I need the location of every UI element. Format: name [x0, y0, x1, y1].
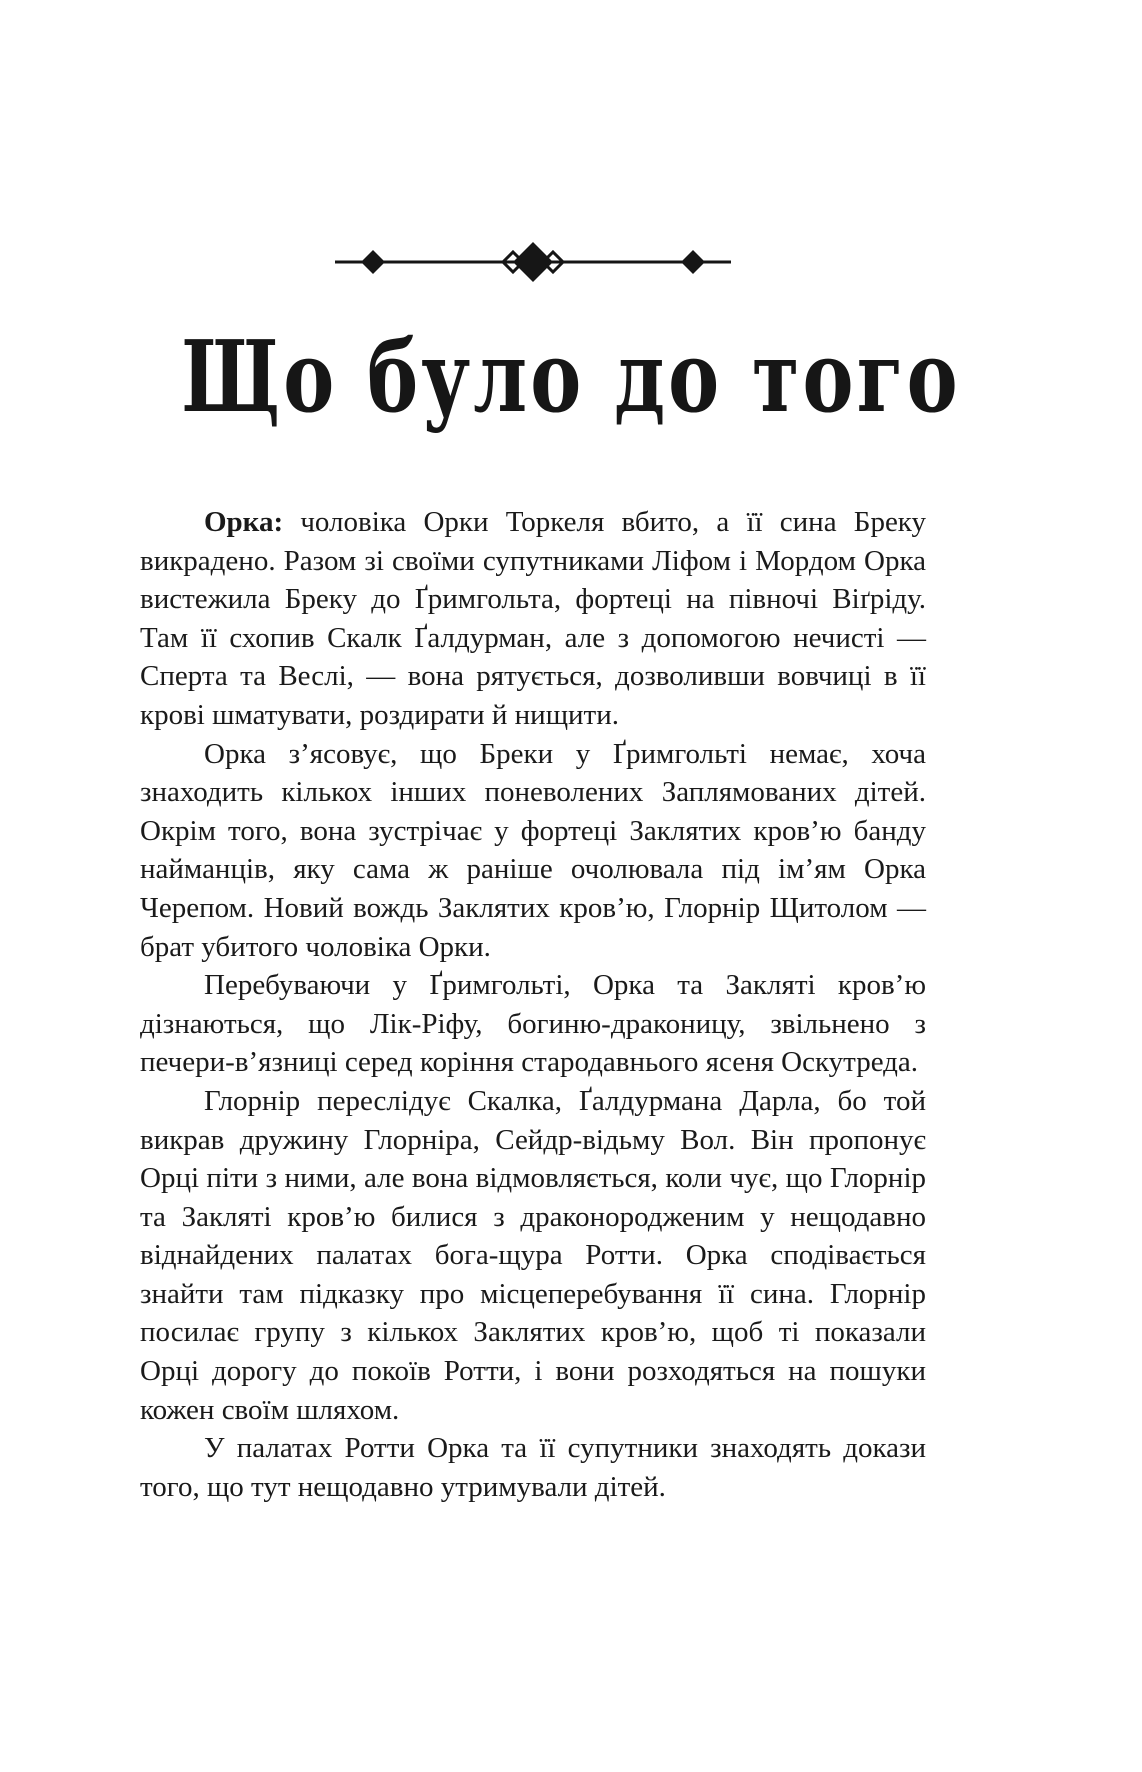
paragraph: [140, 1082, 926, 1429]
paragraph: [140, 1429, 926, 1506]
body-text: [140, 503, 926, 1506]
paragraph: [140, 735, 926, 967]
title-ornament: [335, 242, 731, 282]
paragraph-text: чоловіка Орки Торкеля вбито, а її сина Бреку викрадено. Разом зі своїми супутниками Ліфом і Мордом Орка вистежила Бреку до Ґримгольта, фортеці на півночі Віґріду. Там її схопив Скалк Ґалдурман, але з допомогою нечисті — Сперта та Веслі, — вона рятується, дозволивши вовчиці в її крові шматувати, роздирати й нищити.: [140, 506, 926, 731]
chapter-title: Що було до того: [181, 320, 961, 435]
paragraph-text: Глорнір переслідує Скалка, Ґалдурмана Дарла, бо той викрав дружину Глорніра, Сейдр-відьму Вол. Він пропонує Орці піти з ними, але вона відмовляється, коли чує, що Глорнір та Закляті кровʼю билися з драконородженим у нещодавно віднайдених палатах бога-щура Ротти. Орка сподівається знайти там підказку про місцеперебування її сина. Глорнір посилає групу з кількох Заклятих кровʼю, щоб ті показали Орці дорогу до покоїв Ротти, і вони розходяться на пошуки кожен своїм шляхом.: [140, 1084, 926, 1426]
paragraph-text: У палатах Ротти Орка та її супутники знаходять докази того, що тут нещодавно утримували дітей.: [140, 1432, 926, 1503]
paragraph: [140, 966, 926, 1082]
paragraph-text: Перебуваючи у Ґримгольті, Орка та Закляті кровʼю дізнаються, що Лік-Ріфу, богиню-драконицу, звільнено з печери-вʼязниці серед коріння стародавнього ясеня Оскутреда.: [140, 969, 926, 1079]
paragraph-lead: Орка:: [204, 506, 284, 538]
paragraph-text: Орка зʼясовує, що Бреки у Ґримгольті немає, хоча знаходить кількох інших поневолених Заплямованих дітей. Окрім того, вона зустрічає у фортеці Заклятих кровʼю банду найманців, яку сама ж раніше очолювала під імʼям Орка Черепом. Новий вождь Заклятих кровʼю, Глорнір Щитолом — брат убитого чоловіка Орки.: [140, 737, 926, 963]
paragraph: [140, 503, 926, 735]
